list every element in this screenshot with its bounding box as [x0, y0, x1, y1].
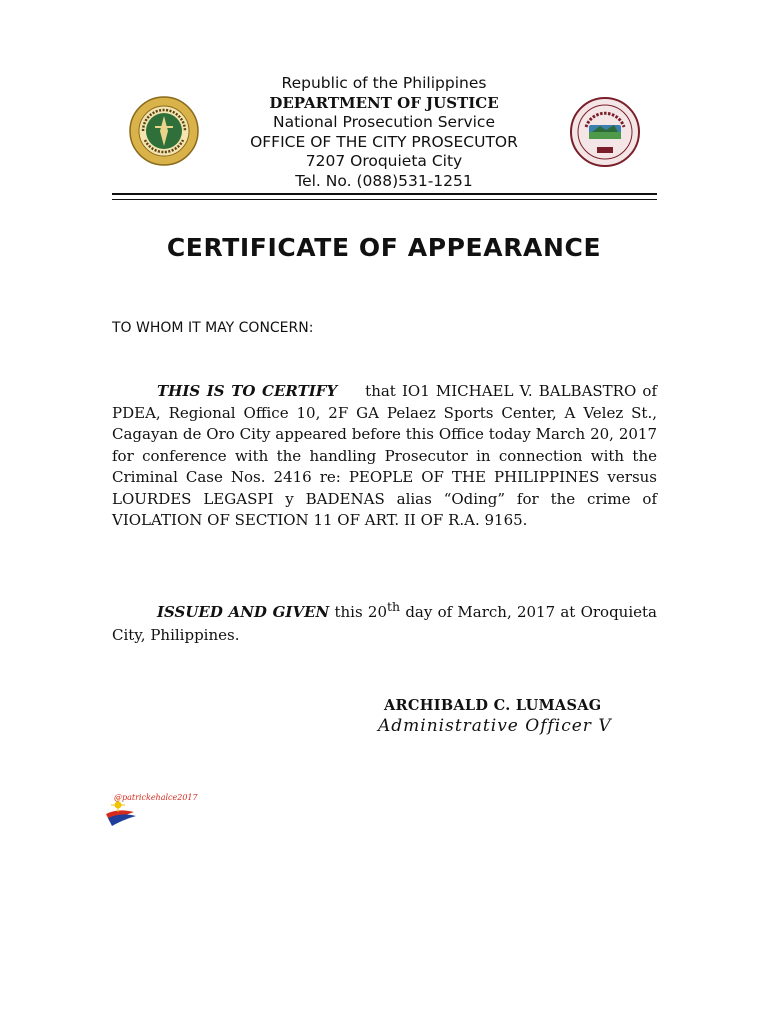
signatory-title: Administrative Officer V [378, 716, 612, 736]
watermark-text: @patrickehalce2017 [114, 793, 198, 802]
salutation: TO WHOM IT MAY CONCERN: [112, 320, 314, 336]
service-line: National Prosecution Service [273, 113, 495, 132]
issued-date-rest: day of March, 2017 at Oroquieta City, Philippines. [112, 603, 657, 644]
issued-paragraph [112, 595, 657, 647]
certification-text: that IO1 MICHAEL V. BALBASTRO of PDEA, Regional Office 10, 2F GA Pelaez Sports Center, A Velez St., Cagayan de Oro City appeared before this Office today March 20, 2017 for conference with the handling Prosecutor in connection with the Criminal Case Nos. 2416 re: PEOPLE OF THE PHILIPPINES versus LOURDES LEGASPI y BADENAS alias “Oding” for the crime of VIOLATION OF SECTION 11 OF ART. II OF R.A. 9165. [112, 382, 657, 529]
address-line: 7207 Oroquieta City [305, 152, 463, 171]
republic-line: Republic of the Philippines [281, 74, 487, 92]
letterhead-text [0, 74, 768, 192]
department-line: DEPARTMENT OF JUSTICE [269, 93, 499, 112]
issued-date-prefix: this 20 [334, 603, 387, 621]
certification-paragraph [112, 381, 657, 532]
signatory-name: ARCHIBALD C. LUMASAG [384, 697, 602, 714]
issued-date-suffix: th [387, 599, 401, 614]
telephone-line: Tel. No. (088)531-1251 [295, 171, 473, 190]
office-line: OFFICE OF THE CITY PROSECUTOR [250, 132, 518, 151]
header-divider-thin [112, 199, 657, 200]
certify-lead: THIS IS TO CERTIFY [157, 382, 338, 400]
header-divider-thick [112, 193, 657, 195]
issued-lead: ISSUED AND GIVEN [157, 603, 330, 621]
document-title: CERTIFICATE OF APPEARANCE [166, 233, 602, 262]
city-of-oroquieta-seal-icon [570, 97, 640, 167]
